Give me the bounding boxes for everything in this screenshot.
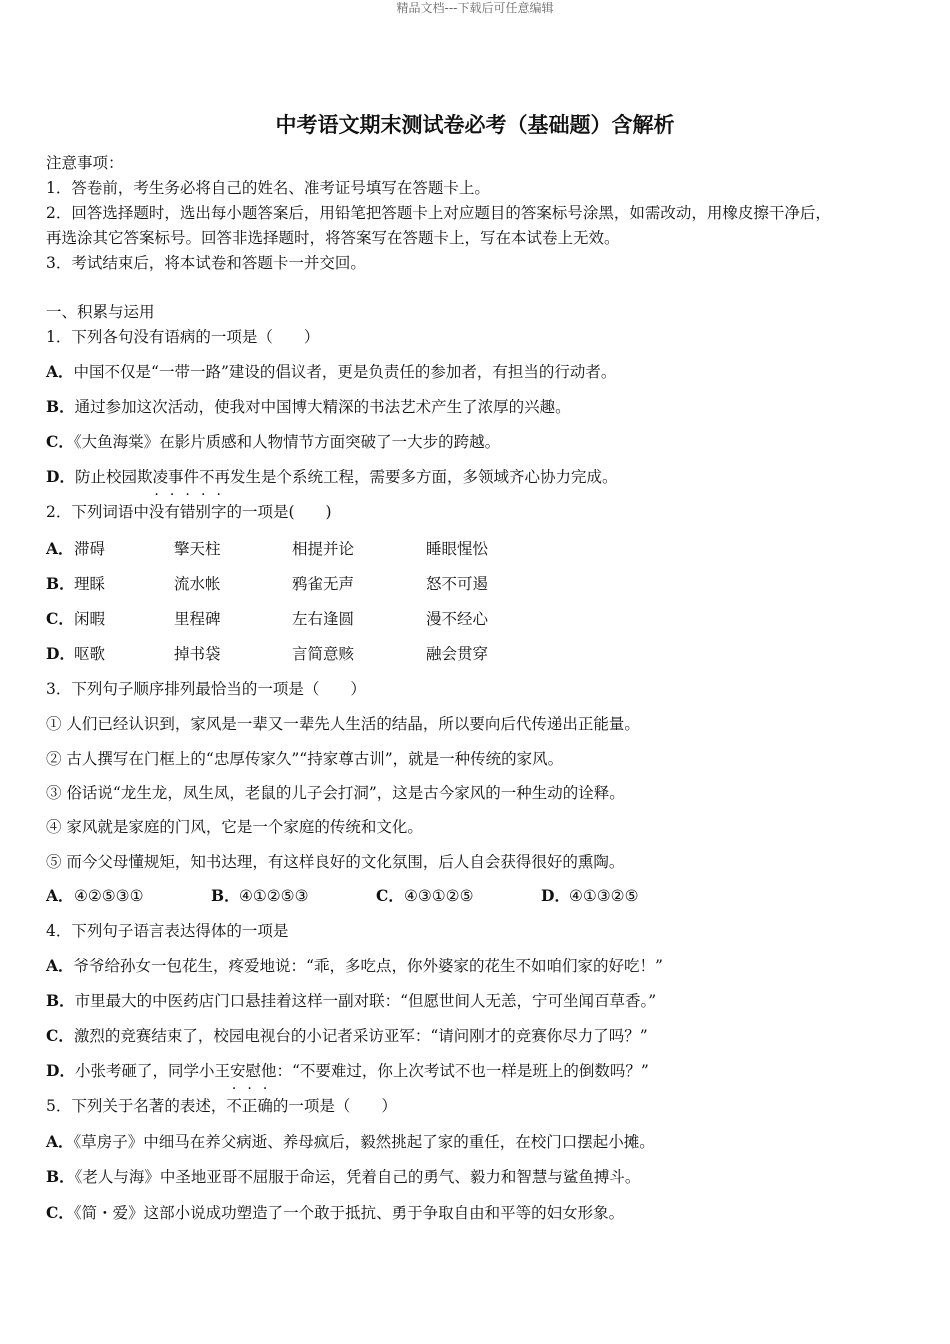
option-label: B．	[46, 574, 75, 593]
emphasis-char: 别	[195, 503, 211, 521]
option-text: 《草房子》中细马在养父病逝、养母疯后，毅然挑起了家的重任，在校门口摆起小摊。	[73, 1133, 655, 1151]
notice-item-2-cont: 再选涂其它答案标号。回答非选择题时，将答案写在答题卡上，写在本试卷上无效。	[46, 229, 620, 247]
emphasis-char: 不	[226, 1097, 242, 1115]
question-1-option-a	[46, 361, 616, 383]
emphasis-char: 正	[241, 1097, 258, 1115]
option-text: ④③①②⑤	[404, 887, 474, 905]
option-word: 相提并论	[292, 540, 355, 558]
question-2-stem	[46, 501, 332, 523]
option-label: D．	[46, 467, 75, 486]
option-text: 中国不仅是“一带一路”建设的倡议者，更是负责任的参加者，有担当的行动者。	[73, 363, 617, 381]
option-text: 小张考砸了，同学小王安慰他：“不要难过，你上次考试不也一样是班上的倒数吗？”	[74, 1062, 649, 1080]
option-text: ④①③②⑤	[569, 887, 639, 905]
question-1-option-d	[46, 466, 617, 488]
emphasis-char: 错	[179, 503, 196, 521]
option-label: C．	[46, 432, 74, 451]
option-word: 掉书袋	[174, 645, 221, 663]
question-4-option-b	[46, 990, 656, 1012]
stem-text: 的一项是( )	[226, 503, 332, 521]
option-label: B．	[46, 991, 75, 1010]
option-label: C．	[46, 1203, 74, 1222]
option-text: 《简・爱》这部小说成功塑造了一个敢于抵抗、勇于争取自由和平等的妇女形象。	[73, 1204, 625, 1222]
option-label: A．	[46, 956, 74, 975]
option-label: C．	[376, 886, 404, 905]
option-word: 流水帐	[174, 575, 221, 593]
option-word: 闲暇	[74, 610, 106, 628]
notice-item-3: 3．考试结束后，将本试卷和答题卡一并交回。	[46, 254, 366, 272]
section-heading: 一、积累与运用	[46, 303, 155, 321]
option-label: C．	[46, 609, 74, 628]
stem-text: 5．下列关于名著的表述，	[46, 1097, 227, 1115]
option-word: 理睬	[74, 575, 106, 593]
question-3-sentence-2: ② 古人撰写在门框上的“忠厚传家久”“持家尊古训”，就是一种传统的家风。	[46, 750, 564, 768]
notice-heading: 注意事项：	[46, 154, 124, 172]
option-label: B．	[211, 886, 240, 905]
question-3-sentence-4: ④ 家风就是家庭的门风，它是一个家庭的传统和文化。	[46, 818, 423, 836]
emphasis-char: 有	[164, 503, 180, 521]
document-title: 中考语文期末测试卷必考（基础题）含解析	[275, 113, 675, 137]
option-text: 防止校园欺凌事件不再发生是个系统工程，需要多方面，多领域齐心协力完成。	[74, 468, 618, 486]
question-5-option-c	[46, 1202, 624, 1224]
option-word: 滞碍	[74, 540, 106, 558]
question-4-stem: 4．下列句子语言表达得体的一项是	[46, 922, 289, 940]
question-3-stem: 3．下列句子顺序排列最恰当的一项是（ ）	[46, 680, 366, 698]
option-word: 漫不经心	[426, 610, 489, 628]
option-text: 激烈的竞赛结束了，校园电视台的小记者采访亚军：“请问刚才的竞赛你尽力了吗？”	[73, 1027, 648, 1045]
question-3-sentence-3: ③ 俗话说“龙生龙，凤生凤，老鼠的儿子会打洞”，这是古今家风的一种生动的诠释。	[46, 784, 625, 802]
notice-item-1: 1．答卷前，考生务必将自己的姓名、准考证号填写在答题卡上。	[46, 179, 490, 197]
question-5-option-a	[46, 1131, 655, 1153]
question-4-option-d	[46, 1060, 649, 1082]
question-5-option-b	[46, 1166, 640, 1188]
option-text: ④①②⑤③	[239, 887, 309, 905]
option-label: A．	[46, 886, 74, 905]
question-1-option-b	[46, 396, 571, 418]
option-label: D．	[46, 1061, 75, 1080]
stem-text: 2．下列词语中	[46, 503, 149, 521]
option-word: 怒不可遏	[426, 575, 489, 593]
question-3-sentence-1: ① 人们已经认识到，家风是一辈又一辈先人生活的结晶，所以要向后代传递出正能量。	[46, 715, 640, 733]
option-label: A．	[46, 539, 74, 558]
stem-text: 的一项是（ ）	[272, 1097, 397, 1115]
question-1-stem: 1．下列各句没有语病的一项是（ ）	[46, 328, 320, 346]
option-word: 擎天柱	[174, 540, 221, 558]
option-label: A．	[46, 1132, 74, 1151]
option-text: 通过参加这次活动，使我对中国博大精深的书法艺术产生了浓厚的兴趣。	[74, 398, 571, 416]
option-text: 爷爷给孙女一包花生，疼爱地说：“乖，多吃点，你外婆家的花生不如咱们家的好吃！”	[73, 957, 663, 975]
question-4-option-a	[46, 955, 663, 977]
option-text: 市里最大的中医药店门口悬挂着这样一副对联：“但愿世间人无恙，宁可坐闻百草香。”	[74, 992, 657, 1010]
option-word: 左右逢圆	[292, 610, 355, 628]
notice-item-2: 2．回答选择题时，选出每小题答案后，用铅笔把答题卡上对应题目的答案标号涂黑，如需改动，用橡皮擦干净后，	[46, 204, 831, 222]
option-word: 鸦雀无声	[292, 575, 355, 593]
option-text: 《大鱼海棠》在影片质感和人物情节方面突破了一大步的跨越。	[73, 433, 501, 451]
option-word: 言简意赅	[292, 645, 355, 663]
option-word: 里程碑	[174, 610, 221, 628]
option-word: 呕歌	[74, 645, 106, 663]
question-4-option-c	[46, 1025, 648, 1047]
question-3-sentence-5: ⑤ 而今父母懂规矩，知书达理，有这样良好的文化氛围，后人自会获得很好的熏陶。	[46, 853, 625, 871]
emphasis-char: 没	[148, 503, 165, 521]
page-header-note: 精品文档---下载后可任意编辑	[396, 1, 554, 15]
option-label: B．	[46, 397, 75, 416]
option-label: B．	[46, 1167, 75, 1186]
option-word: 融会贯穿	[426, 645, 489, 663]
question-1-option-c	[46, 431, 500, 453]
option-label: D．	[541, 886, 570, 905]
option-text: 《老人与海》中圣地亚哥不屈服于命运，凭着自己的勇气、毅力和智慧与鲨鱼搏斗。	[74, 1168, 641, 1186]
option-label: C．	[46, 1026, 74, 1045]
emphasis-char: 字	[210, 503, 227, 521]
option-text: ④②⑤③①	[74, 887, 144, 905]
option-word: 睡眼惺忪	[426, 540, 489, 558]
emphasis-char: 确	[257, 1097, 273, 1115]
option-label: A．	[46, 362, 74, 381]
question-5-stem	[46, 1095, 397, 1117]
option-label: D．	[46, 644, 75, 663]
